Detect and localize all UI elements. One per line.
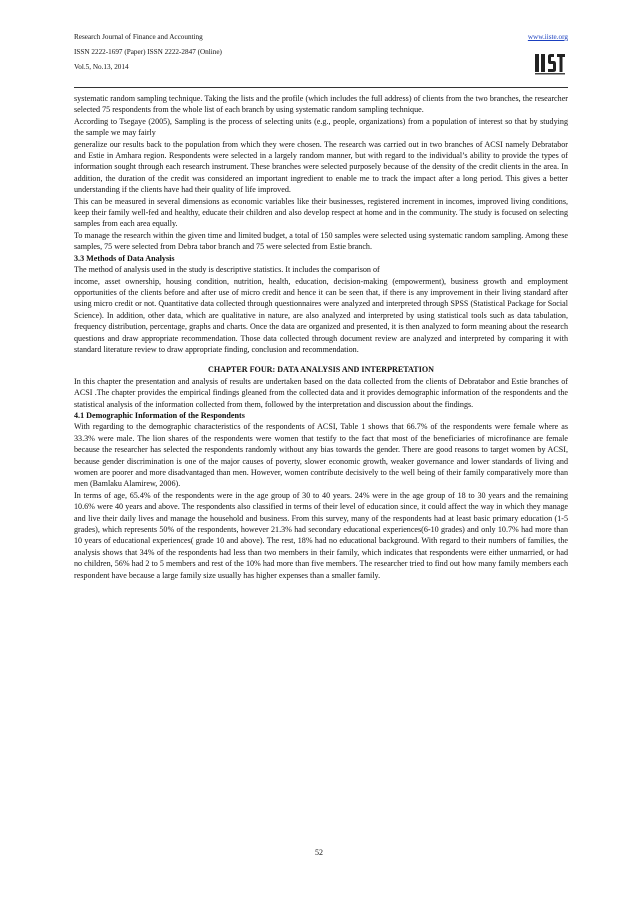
header-divider	[74, 87, 568, 88]
paragraph: income, asset ownership, housing condition, nutrition, health, education, decision-making (empowerment), business growth and employment opportunities of the clients before and after use of micro credit and hence it can be seen that, if there is any improvement in their living standard after using micro credit or not. Quantitative data collected through questionnaires were analyzed and interpreted through SPSS (Statistical Package for Social Science). In addition, other data, which are qualitative in nature, are also analyzed and interpreted by using statistical tools such as data tabulation, frequency distribution, percentage, graphs and charts. Once the data are organized and presented, it is then analyzed to form meaning about the research questions and draw appropriate recommendation. Those data collected through document review are analyzed and interpreted by comparing it with standard literature review to draw appropriate finding, conclusion and recommendation.	[74, 276, 568, 354]
paragraph: generalize our results back to the population from which they were chosen. The research was carried out in two branches of ACSI namely Debratabor and Estie in Amhara region. Respondents were selected in a largely random manner, but with regard to the individual’s ability to provide the types of information sought through each research instrument. These branches were selected purposely because of the density of the credit clients in the area. In addition, the duration of the credit was considered an important ingredient to enable me to track the impact after a long period. This gives a better understanding if the clients have had their quality of life improved.	[74, 139, 568, 195]
paragraph: According to Tsegaye (2005), Sampling is the process of selecting units (e.g., people, organizations) from a population of interest so that by studying the sample we may fairly	[74, 116, 568, 138]
chapter-heading: CHAPTER FOUR: DATA ANALYSIS AND INTERPRETATION	[208, 365, 434, 375]
issn-line: ISSN 2222-1697 (Paper) ISSN 2222-2847 (Online)	[74, 48, 222, 56]
page-header	[74, 30, 568, 92]
paragraph: This can be measured in several dimensions as economic variables like their businesses, registered increment in incomes, improved living conditions, keep their family well-fed and healthy, educate their children and also develop respect at home and in the community. The study is focused on selecting samples from each area equally.	[74, 196, 568, 229]
journal-url-link[interactable]: www.iiste.org	[527, 33, 568, 41]
page-body	[74, 93, 568, 581]
paragraph: In terms of age, 65.4% of the respondents were in the age group of 30 to 40 years. 24% were in the age group of 18 to 30 years and the remaining 10.6% were 40 years and above. The respondents also classified in terms of their level of education since, it could affect the way in which they manage and live their daily lives and manage the household and business. From this survey, many of the respondents had at least basic primary education (1-5 grades), which represents 50% of the respondents, however 21.3% had secondary educational experiences(6-10 grades) and only 10.7% had more than 10 years of educational experiences( grade 10 and above). The rest, 18% had no educational background. With regard to their numbers of families, the analysis shows that 34% of the respondents had less than two members in their family, which indicates that respondents were either unmarried, or had no children, 56% had 2 to 5 members and rest of the 10% had more than five members. The researcher tried to find out how many family members each respondent have because a large family size usually has higher expenses than a smaller family.	[74, 490, 568, 580]
section-heading-3-3: 3.3 Methods of Data Analysis	[74, 253, 175, 263]
page-number: 52	[315, 848, 323, 857]
journal-info	[74, 30, 222, 75]
header-right	[528, 30, 568, 45]
paragraph: The method of analysis used in the study is descriptive statistics. It includes the comparison of	[74, 265, 380, 275]
paragraph: With regarding to the demographic characteristics of the respondents of ACSI, Table 1 shows that 66.7% of the respondents were female where as 33.3% were male. The lion shares of the respondents were women that testify to the fact that most of the beneficiaries of microfinance are female because the researcher has selected the respondents randomly without any bias towards the gender. There are good reasons to target women by ACSI, because gender discrimination is one of the major causes of poverty, slower economic growth, weaker governance and lower standards of living and women are poorer and more disadvantaged than men. However, women contribute decisively to the well being of their family comparatively more than men (Bamlaku Alamirew, 2006).	[74, 422, 568, 489]
journal-title: Research Journal of Finance and Accounting	[74, 33, 203, 41]
paragraph: systematic random sampling technique. Taking the lists and the profile (which includes the full address) of clients from the two branches, the researcher selected 75 respondents from the whole list of each branch by using systematic random sampling technique.	[74, 94, 568, 115]
volume-line: Vol.5, No.13, 2014	[74, 63, 129, 71]
paragraph: To manage the research within the given time and limited budget, a total of 150 samples were selected using systematic random sampling. Among these samples, 75 were selected from Debra tabor branch and 75 were selected from Estie branch.	[74, 230, 568, 252]
section-heading-4-1: 4.1 Demographic Information of the Respondents	[74, 410, 245, 420]
iiste-logo-icon	[534, 50, 566, 76]
paragraph: In this chapter the presentation and analysis of results are undertaken based on the data collected from the clients of Debratabor and Estie branches of ACSI .The chapter provides the empirical findings gleaned from the collected data and it provides demographic information of the respondents and the statistical analysis of the information collected from them, followed by the interpretation and discussion about the findings.	[74, 376, 568, 409]
